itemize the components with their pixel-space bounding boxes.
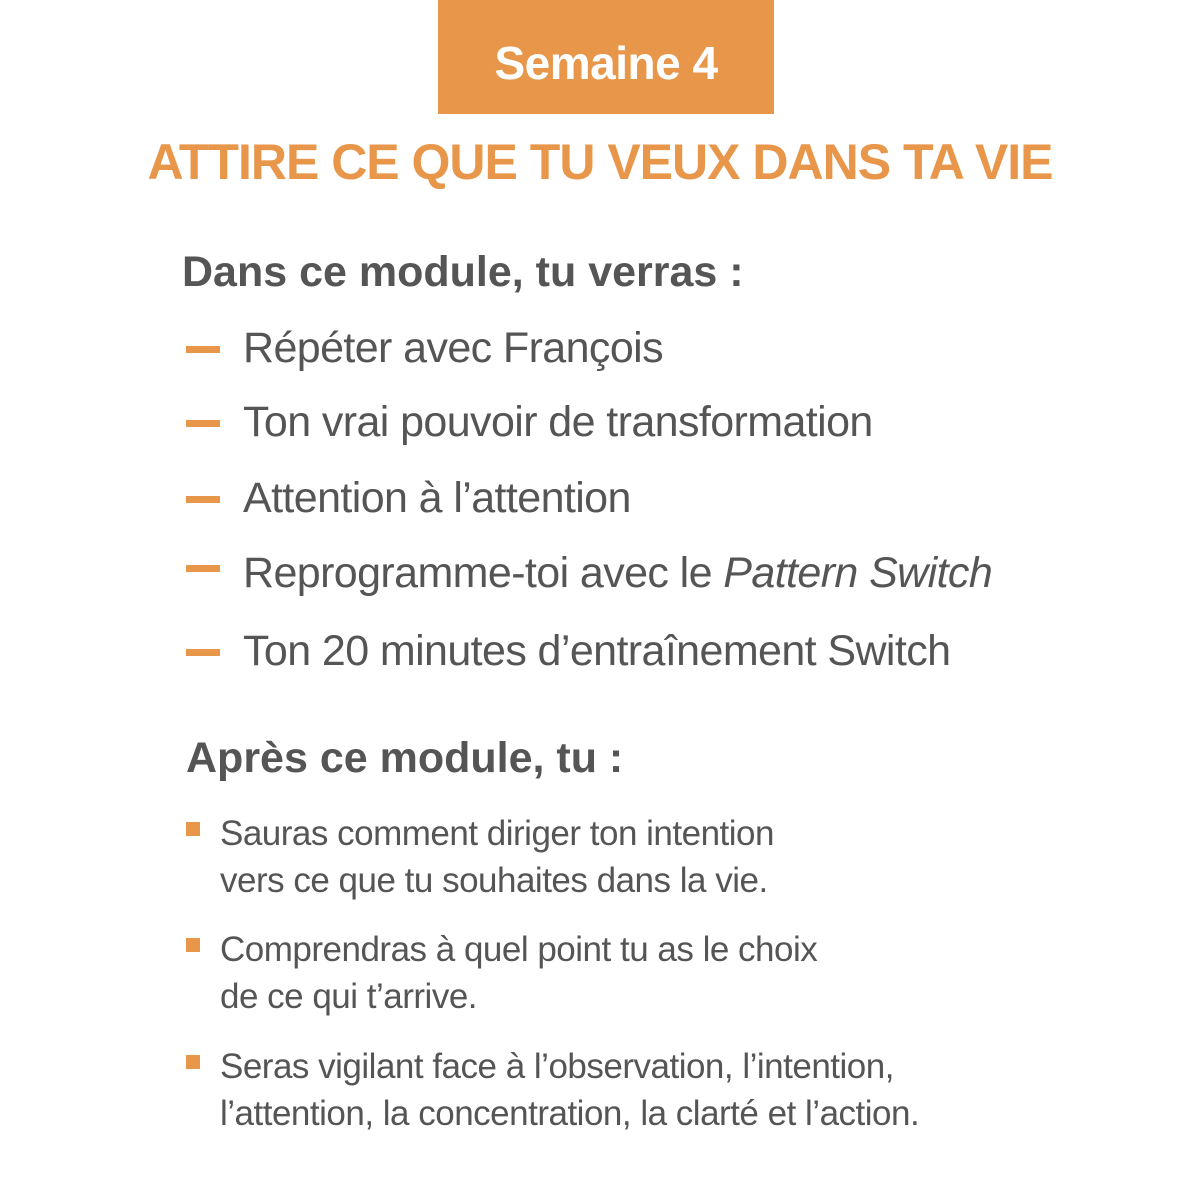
- dash-bullet-icon: [186, 565, 220, 572]
- square-bullet-icon: [186, 1055, 200, 1069]
- outcome-text: [220, 810, 774, 904]
- topic-text: Répéter avec François: [243, 324, 663, 372]
- outcomes-heading: Après ce module, tu :: [186, 734, 624, 782]
- square-bullet-icon: [186, 822, 200, 836]
- page-title: ATTIRE CE QUE TU VEUX DANS TA VIE: [147, 134, 1053, 190]
- outcome-line: Comprendras à quel point tu as le choix: [220, 930, 818, 969]
- topic-text: Ton 20 minutes d’entraînement Switch: [243, 627, 951, 675]
- dash-bullet-icon: [186, 496, 220, 503]
- outcome-line: Seras vigilant face à l’observation, l’intention,: [220, 1047, 894, 1086]
- topic-text-emphasis: Pattern Switch: [723, 549, 993, 597]
- outcome-line: l’attention, la concentration, la clarté et l’action.: [220, 1094, 920, 1133]
- topic-text: Attention à l’attention: [243, 474, 631, 522]
- topic-text: Ton vrai pouvoir de transformation: [243, 398, 873, 446]
- outcome-line: Sauras comment diriger ton intention: [220, 814, 774, 853]
- outcome-line: de ce qui t’arrive.: [220, 977, 478, 1016]
- square-bullet-icon: [186, 938, 200, 952]
- dash-bullet-icon: [186, 346, 220, 353]
- dash-bullet-icon: [186, 420, 220, 427]
- outcome-line: vers ce que tu souhaites dans la vie.: [220, 861, 768, 900]
- contents-heading: Dans ce module, tu verras :: [182, 248, 744, 296]
- topic-text-plain: Reprogramme-toi avec le: [243, 549, 724, 597]
- topic-text: [243, 543, 992, 603]
- outcome-text: [220, 1043, 919, 1137]
- week-label: Semaine 4: [494, 37, 718, 89]
- dash-bullet-icon: [186, 649, 220, 656]
- outcome-text: [220, 926, 817, 1020]
